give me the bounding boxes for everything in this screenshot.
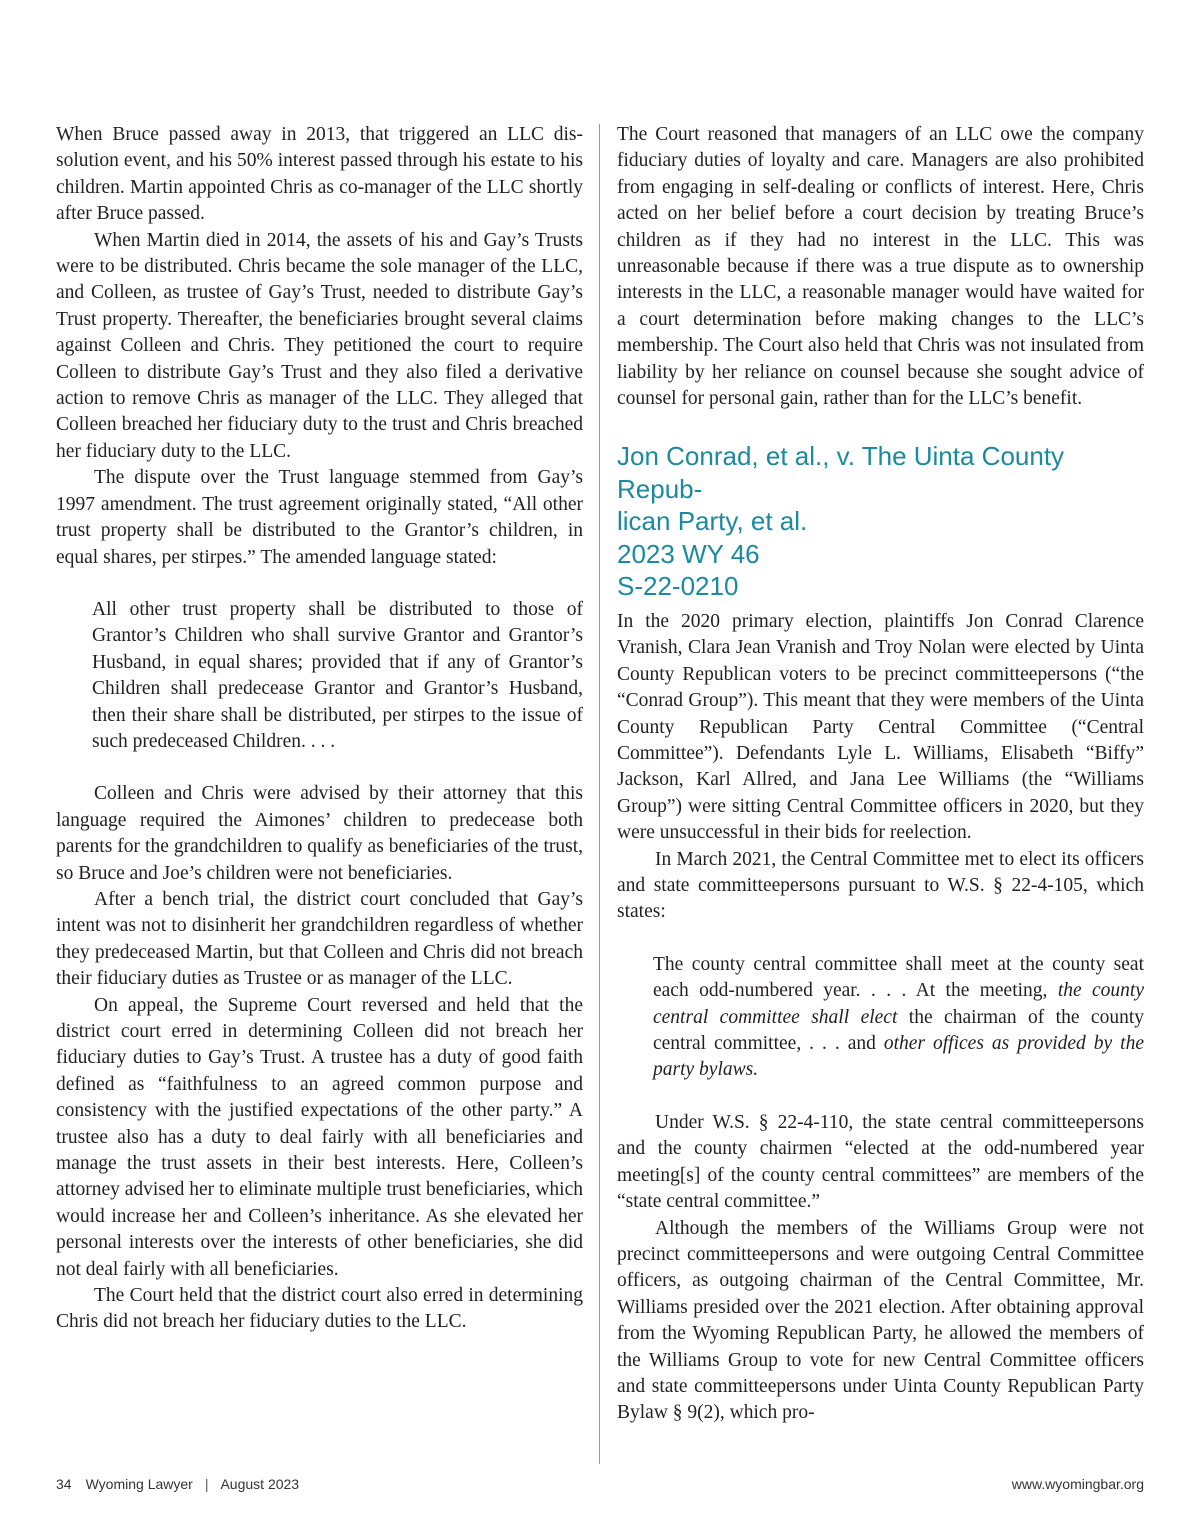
- website-url: www.wyomingbar.org: [1011, 1476, 1144, 1492]
- quote-text: All other trust property shall be distributed to those of Grantor’s Children who shall survive Grantor and Grantor’s Husband, in equal shares; provided that if any of Grantor’s Children shall predecease Grantor and Grantor’s Husband, then their share shall be distributed, per stirpes to the issue of such predeceased Children. . . .: [92, 598, 583, 752]
- page-number: 34: [56, 1476, 72, 1492]
- paragraph: The Court reasoned that managers of an LLC owe the company fiduciary duties of loyalty and care. Managers are also prohibited from engaging in self-dealing or conflicts of interest. Here, Chris acted on her belief before a court decision by treating Bruce’s children as if they had no interest in the LLC. This was unreasonable because if there was a true dispute as to ownership interests in the LLC, a reasonable manager would have waited for a court determination before making changes to the LLC’s membership. The Court also held that Chris was not insulated from liability by her reliance on counsel because she sought advice of counsel for personal gain, rather than for the LLC’s benefit.: [617, 124, 1144, 410]
- page-footer: [56, 1476, 1144, 1498]
- paragraph: Colleen and Chris were advised by their attorney that this language required the Aimones’ children to predecease both parents for the grandchildren to qualify as beneficiaries of the trust, so Bruce and Joe’s children were not beneficiaries.: [56, 783, 583, 884]
- quote-emphasis: the county central committee shall elect: [653, 980, 1144, 1028]
- right-column: [617, 122, 1144, 1427]
- block-quote: [653, 952, 1144, 1084]
- quote-segment: The county central committee shall meet at the county seat each odd-numbered year. . . . At the meeting,: [653, 953, 1144, 1002]
- left-column: [56, 122, 583, 1336]
- quote-segment: the chairman of the county central committee, . . . and: [653, 1006, 1145, 1055]
- publication-name: Wyoming Lawyer: [85, 1476, 193, 1492]
- case-citation: 2023 WY 46: [617, 538, 760, 569]
- paragraph: In March 2021, the Central Committee met to elect its officers and state committeepersons pursuant to W.S. § 22-4-105, which states:: [617, 848, 1144, 923]
- quote-text: [653, 952, 1144, 1084]
- issue-date: August 2023: [220, 1476, 300, 1492]
- quote-emphasis: other offices as provided by the party bylaws.: [653, 1033, 1144, 1081]
- footer-left: [56, 1476, 299, 1492]
- paragraph: When Martin died in 2014, the assets of his and Gay’s Trusts were to be distributed. Chris became the sole manager of the LLC, and Colleen, as trustee of Gay’s Trust, needed to distribute Gay’s Trust property. Thereafter, the beneficiaries brought several claims against Colleen and Chris. They petitioned the court to require Colleen to distribute Gay’s Trust and they also filed a derivative action to remove Chris as manager of the LLC. They alleged that Colleen breached her fiduciary duty to the trust and Chris breached her fiduciary duty to the LLC.: [56, 229, 583, 462]
- paragraph: Although the members of the Williams Group were not precinct committeepersons and were outgoing Central Committee officers, as outgoing chairman of the Central Committee, Mr. Williams presided over the 2021 election. After obtaining approval from the Wyoming Republican Party, he allowed the members of the Williams Group to vote for new Central Committee officers and state committeepersons under Uinta County Republican Party Bylaw § 9(2), which pro-: [617, 1217, 1144, 1424]
- paragraph: Under W.S. § 22-4-110, the state central committeepersons and the county chairmen “elected at the odd-numbered year meeting[s] of the county central committees” are members of the “state central committee.”: [617, 1111, 1144, 1213]
- footer-separator: |: [204, 1476, 209, 1492]
- block-quote: [92, 597, 583, 755]
- case-title-line: Jon Conrad, et al., v. The Uinta County Repub-: [617, 441, 1065, 504]
- paragraph: On appeal, the Supreme Court reversed and held that the district court erred in determining Colleen did not breach her fiduciary duties to Gay’s Trust. A trustee has a duty of good faith defined as “faithfulness to an agreed common purpose and consistency with the justified expectations of the other party.” A trustee also has a duty to deal fairly with all beneficiaries and manage the trust assets in their best interests. Here, Colleen’s attorney advised her to eliminate multiple trust beneficiaries, which would increase her and Colleen’s inheritance. As she elevated her personal interests over the interests of other beneficiaries, she did not deal fairly with all beneficiaries.: [56, 994, 583, 1280]
- paragraph: After a bench trial, the district court concluded that Gay’s intent was not to disinherit her grandchildren regardless of whether they predeceased Martin, but that Colleen and Chris did not breach their fiduciary duties as Trustee or as manager of the LLC.: [56, 888, 583, 990]
- paragraph: When Bruce passed away in 2013, that triggered an LLC dissolution event, and his 50% interest passed through his estate to his children. Martin appointed Chris as co-manager of the LLC shortly after Bruce passed.: [56, 124, 583, 225]
- column-divider: [599, 124, 600, 1464]
- case-docket-number: S-22-0210: [617, 571, 739, 602]
- case-title-line: lican Party, et al.: [617, 506, 808, 537]
- paragraph: The Court held that the district court also erred in determining Chris did not breach her fiduciary duties to the LLC.: [56, 1285, 583, 1333]
- paragraph: The dispute over the Trust language stemmed from Gay’s 1997 amendment. The trust agreement originally stated, “All other trust property shall be distributed to the Grantor’s children, in equal shares, per stirpes.” The amended language stated:: [56, 467, 583, 568]
- case-heading: [617, 440, 1144, 603]
- paragraph: In the 2020 primary election, plaintiffs Jon Conrad Clarence Vranish, Clara Jean Vranish and Troy Nolan were elected by Uinta County Republican voters to be precinct committeepersons (“the “Conrad Group”). This meant that they were members of the Uinta County Republican Party Central Committee (“Central Committee”). Defendants Lyle L. Williams, Elisabeth “Biffy” Jackson, Karl Allred, and Jana Lee Williams (the “Williams Group”) were sitting Central Committee officers in 2020, but they were unsuccessful in their bids for reelection.: [617, 610, 1144, 844]
